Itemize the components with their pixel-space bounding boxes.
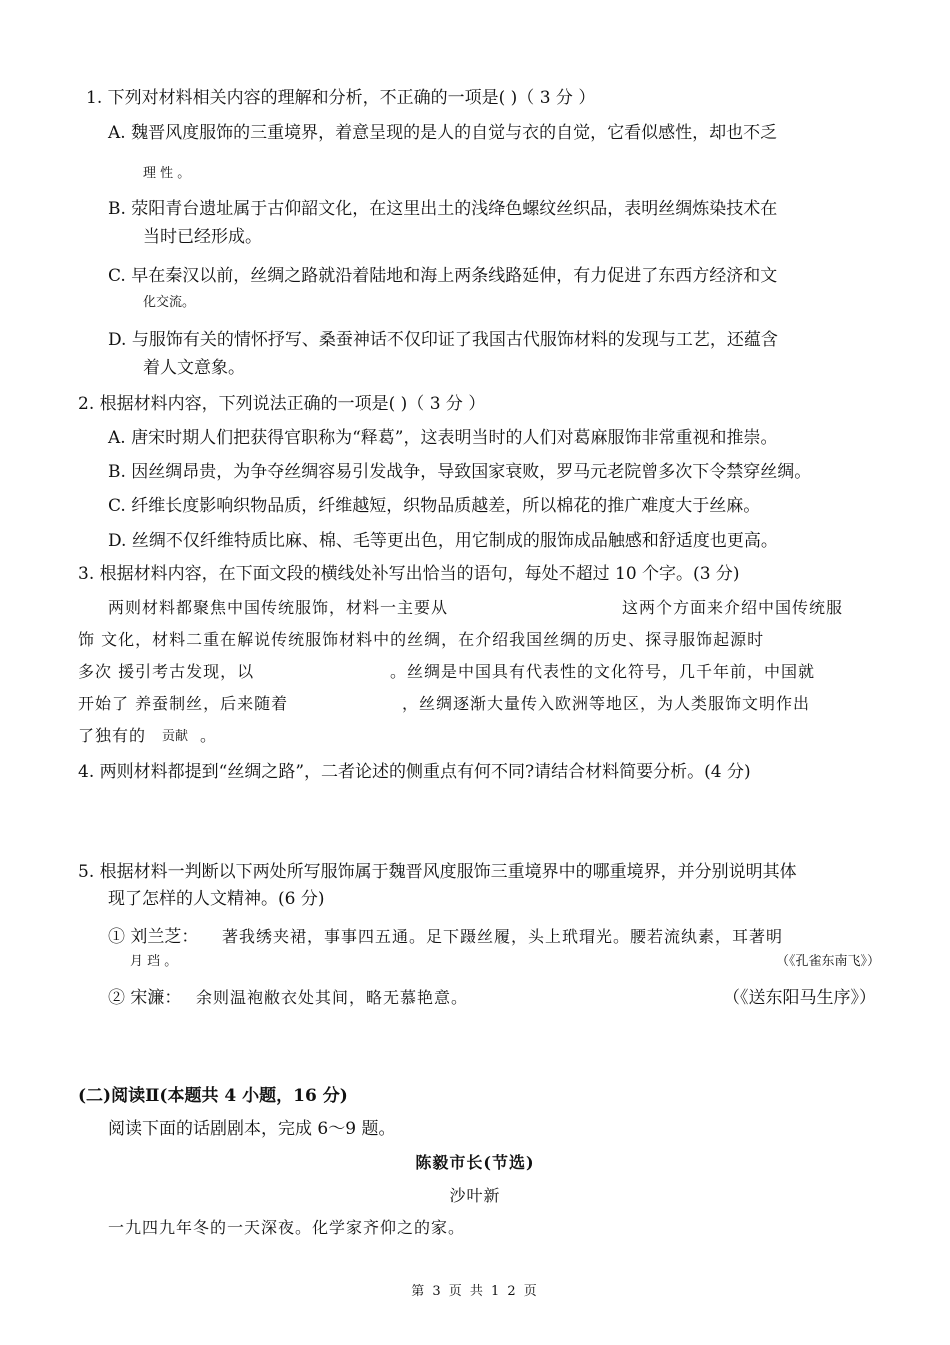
q1-stem: 1. 下列对材料相关内容的理解和分析，不正确的一项是( )（ 3 分 ） bbox=[86, 88, 596, 108]
q1-option-b: B. 荥阳青台遗址属于古仰韶文化，在这里出土的浅绛色螺纹丝织品，表明丝绸炼染技术在 bbox=[108, 199, 778, 219]
q2-option-a: A. 唐宋时期人们把获得官职称为“释葛”，这表明当时的人们对葛麻服饰非常重视和推崇。 bbox=[108, 428, 778, 448]
q5-item2-label: ② 宋濂： bbox=[108, 988, 182, 1008]
q3-line4-b: ，丝绸逐渐大量传入欧洲等地区，为人类服饰文明作出 bbox=[402, 694, 811, 713]
play-scene: 一九四九年冬的一天深夜。化学家齐仰之的家。 bbox=[108, 1218, 466, 1237]
q3-line5-b: 贡献 bbox=[162, 729, 189, 744]
q3-line1-b: 这两个方面来介绍中国传统服 bbox=[622, 598, 844, 617]
q1-option-d-cont: 着人文意象。 bbox=[143, 358, 245, 378]
q1-option-b-cont: 当时已经形成。 bbox=[143, 227, 262, 247]
q1-option-c: C. 早在秦汉以前，丝绸之路就沿着陆地和海上两条线路延伸，有力促进了东西方经济和文 bbox=[108, 266, 778, 286]
q1-option-a-cont: 理 性 。 bbox=[143, 166, 191, 181]
q3-line3-b: 。丝绸是中国具有代表性的文化符号，几千年前，中国就 bbox=[390, 662, 816, 681]
q3-line5-a: 了独有的 bbox=[78, 726, 147, 745]
play-title: 陈毅市长(节选) bbox=[415, 1153, 535, 1172]
q5-stem-line1: 5. 根据材料一判断以下两处所写服饰属于魏晋风度服饰三重境界中的哪重境界，并分别说明其体 bbox=[78, 862, 797, 882]
page-footer: 第 3 页 共 1 2 页 bbox=[411, 1284, 539, 1299]
q3-line2: 饰 文化，材料二重在解说传统服饰材料中的丝绸，在介绍我国丝绸的历史、探寻服饰起源时 bbox=[78, 630, 765, 649]
q1-option-a: A. 魏晋风度服饰的三重境界，着意呈现的是人的自觉与衣的自觉，它看似感性，却也不乏 bbox=[108, 123, 778, 143]
q5-item1-source: （《孔雀东南飞》） bbox=[775, 954, 880, 969]
q5-item1-text: 著我绣夹裙，事事四五通。足下蹑丝履，头上玳瑁光。腰若流纨素，耳著明 bbox=[222, 927, 784, 946]
q3-stem: 3. 根据材料内容，在下面文段的横线处补写出恰当的语句，每处不超过 10 个字。(3 分) bbox=[78, 564, 740, 584]
q3-line3-a: 多次 援引考古发现，以 bbox=[78, 662, 255, 681]
q2-option-d: D. 丝绸不仅纤维特质比麻、棉、毛等更出色，用它制成的服饰成品触感和舒适度也更高。 bbox=[108, 531, 778, 551]
section2-heading: (二)阅读Ⅱ(本题共 4 小题，16 分) bbox=[78, 1086, 348, 1106]
q2-option-b: B. 因丝绸昂贵，为争夺丝绸容易引发战争，导致国家衰败，罗马元老院曾多次下令禁穿丝绸。 bbox=[108, 462, 812, 482]
q2-stem: 2. 根据材料内容，下列说法正确的一项是( )（ 3 分 ） bbox=[78, 394, 486, 414]
q1-option-c-cont: 化交流。 bbox=[143, 295, 196, 310]
q5-item1-cont: 月 珰 。 bbox=[130, 954, 178, 969]
q1-option-d: D. 与服饰有关的情怀抒写、桑蚕神话不仅印证了我国古代服饰材料的发现与工艺，还蕴含 bbox=[108, 330, 778, 350]
section2-instruction: 阅读下面的话剧剧本，完成 6～9 题。 bbox=[108, 1119, 396, 1139]
q5-item2-source: （《送东阳马生序》） bbox=[723, 988, 876, 1008]
q3-line1-a: 两则材料都聚焦中国传统服饰，材料一主要从 bbox=[108, 598, 449, 617]
q4-stem: 4. 两则材料都提到“丝绸之路”，二者论述的侧重点有何不同?请结合材料简要分析。(4 分) bbox=[78, 762, 751, 782]
q2-option-c: C. 纤维长度影响织物品质，纤维越短，织物品质越差，所以棉花的推广难度大于丝麻。 bbox=[108, 496, 761, 516]
play-author: 沙叶新 bbox=[449, 1186, 501, 1205]
q3-line5-c: 。 bbox=[200, 726, 218, 745]
q5-item1-label: ① 刘兰芝： bbox=[108, 927, 199, 947]
q5-item2-text: 余则温袍敝衣处其间，略无慕艳意。 bbox=[196, 988, 469, 1007]
q3-line4-a: 开始了 养蚕制丝，后来随着 bbox=[78, 694, 289, 713]
q5-stem-line2: 现了怎样的人文精神。(6 分) bbox=[108, 889, 325, 909]
